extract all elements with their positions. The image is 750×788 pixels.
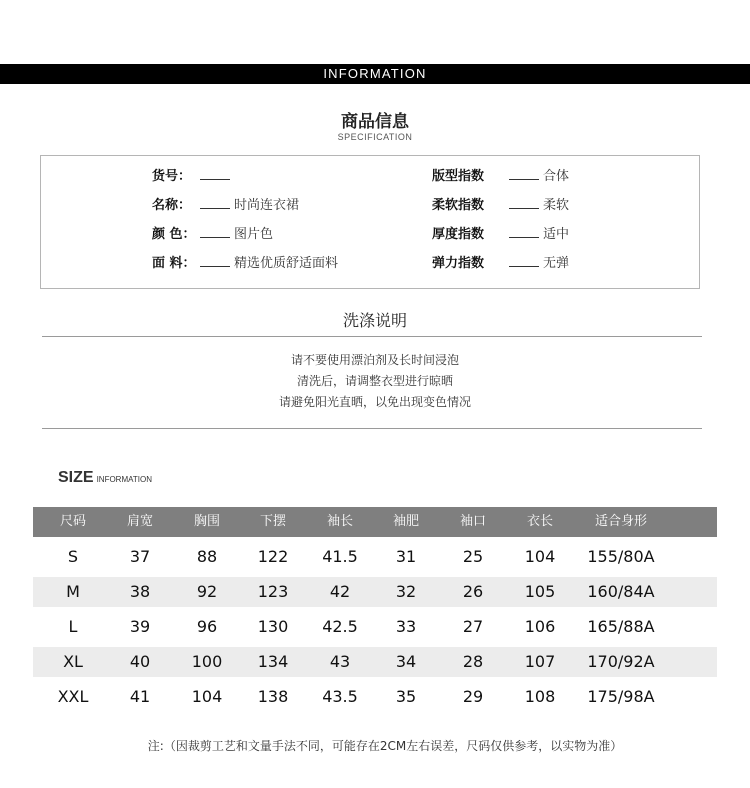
table-cell: 123 [257,582,289,601]
header-cuff: 袖口 [459,514,486,529]
header-length: 衣长 [526,514,553,529]
table-cell: 134 [257,652,289,671]
size-heading [58,469,152,487]
table-cell: 104 [524,547,556,566]
size-table-header [33,507,717,537]
table-row [33,577,717,607]
spec-item-thickness [432,226,569,243]
table-cell: 96 [196,617,218,636]
table-cell: 32 [395,582,417,601]
blank-line [200,197,230,209]
spec-item-code [152,168,234,185]
table-row [33,612,717,642]
header-sleeve-length: 袖长 [326,514,353,529]
header-shoulder: 肩宽 [126,514,153,529]
spec-label: 弹力指数 [432,256,485,271]
blank-line [509,168,539,180]
table-row [33,542,717,572]
table-cell: 165/88A [587,617,655,636]
spec-item-fit [432,168,569,185]
spec-value: 合体 [543,169,570,184]
spec-label: 版型指数 [432,169,485,184]
table-cell: 160/84A [587,582,655,601]
size-note: 注:（因裁剪工艺和文量手法不同，可能存在2CM左右误差，尺码仅供参考，以实物为准） [147,739,623,753]
spec-value: 柔软 [543,198,570,213]
table-cell: M [66,582,80,601]
spec-label: 货号： [152,169,192,184]
table-cell: 170/92A [587,652,655,671]
table-cell: 37 [129,547,151,566]
wash-line: 请避免阳光直晒，以免出现变色情况 [278,395,471,409]
spec-label: 名称： [152,198,192,213]
size-subtitle: INFORMATION [96,475,152,484]
table-cell: XL [63,652,83,671]
table-cell: 104 [191,687,223,706]
table-cell: 25 [462,547,484,566]
header-chest: 胸围 [193,514,220,529]
spec-box [40,155,700,289]
spec-value: 时尚连衣裙 [234,198,300,213]
spec-title: 商品信息 [341,112,409,132]
divider-top [42,336,702,337]
table-cell: 107 [524,652,556,671]
header-size: 尺码 [59,514,86,529]
table-cell: 41 [129,687,151,706]
spec-item-softness [432,197,569,214]
spec-item-elasticity [432,255,569,272]
spec-item-color [152,226,273,243]
table-cell: 31 [395,547,417,566]
table-cell: S [67,547,79,566]
spec-label: 厚度指数 [432,227,485,242]
size-title: SIZE [58,469,94,486]
table-cell: 130 [257,617,289,636]
table-cell: 106 [524,617,556,636]
information-banner: INFORMATION [0,64,750,84]
table-cell: 27 [462,617,484,636]
wash-title: 洗涤说明 [342,311,407,330]
spec-label: 柔软指数 [432,198,485,213]
header-sleeve-width: 袖肥 [392,514,419,529]
spec-label: 颜 色： [152,227,196,242]
table-cell: 42 [329,582,351,601]
table-cell: 155/80A [587,547,655,566]
spec-label: 面 料： [152,256,196,271]
table-cell: 38 [129,582,151,601]
spec-subtitle: SPECIFICATION [337,132,413,142]
table-cell: 108 [524,687,556,706]
spec-item-name [152,197,299,214]
table-cell: 138 [257,687,289,706]
spec-item-fabric [152,255,338,272]
spec-value: 图片色 [234,227,274,242]
table-cell: 29 [462,687,484,706]
table-cell: 35 [395,687,417,706]
spec-value: 精选优质舒适面料 [234,256,339,271]
table-cell: 42.5 [322,617,358,636]
blank-line [200,168,230,180]
blank-line [509,226,539,238]
header-hem: 下摆 [259,514,286,529]
blank-line [200,255,230,267]
table-cell: 105 [524,582,556,601]
table-cell: 33 [395,617,417,636]
table-cell: 34 [395,652,417,671]
table-row [33,647,717,677]
table-cell: 28 [462,652,484,671]
table-cell: 26 [462,582,484,601]
table-cell: 41.5 [322,547,358,566]
table-cell: 92 [196,582,218,601]
blank-line [509,197,539,209]
table-cell: 88 [196,547,218,566]
table-row [33,682,717,712]
table-cell: 43 [329,652,351,671]
blank-line [200,226,230,238]
table-cell: 100 [191,652,223,671]
header-fit: 适合身形 [594,514,647,529]
spec-value: 无弹 [543,256,570,271]
table-cell: 122 [257,547,289,566]
table-cell: 175/98A [587,687,655,706]
blank-line [509,255,539,267]
table-cell: 40 [129,652,151,671]
wash-line: 请不要使用漂泊剂及长时间浸泡 [290,353,459,367]
wash-line: 清洗后，请调整衣型进行晾晒 [296,374,453,388]
divider-bottom [42,428,702,429]
table-cell: L [68,617,78,636]
table-cell: XXL [57,687,89,706]
table-cell: 39 [129,617,151,636]
table-cell: 43.5 [322,687,358,706]
spec-value: 适中 [543,227,570,242]
